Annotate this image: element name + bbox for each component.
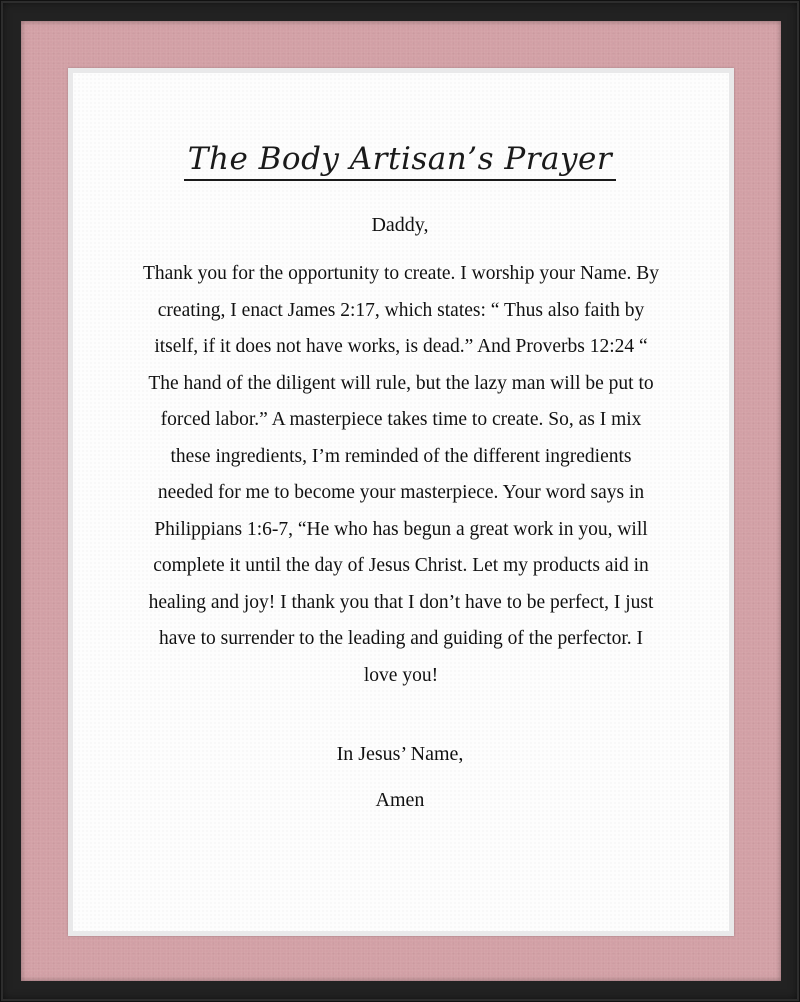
prayer-title: The Body Artisan’s Prayer xyxy=(184,141,616,181)
greeting: Daddy, xyxy=(371,214,429,236)
closing-line: In Jesus’ Name, xyxy=(336,743,464,765)
amen-line: Amen xyxy=(375,789,425,811)
title-container xyxy=(1,141,799,181)
prayer-body: Thank you for the opportunity to create. I worship your Name. By creating, I enact James 2:17, which states: “ Thus also faith by itself, if it does not have works, is dead.” And Proverbs 12:24 “ The hand of the diligent will rule, but the lazy man will be put to forced labor.” A masterpiece takes time to create. So, as I mix these ingredients, I’m reminded of the different ingredients needed for me to become your masterpiece. Your word says in Philippians 1:6-7, “He who has begun a great work in you, will complete it until the day of Jesus Christ. Let my products aid in healing and joy! I thank you that I don’t have to be perfect, I just have to surrender to the leading and guiding of the perfector. I love you! xyxy=(142,263,660,686)
